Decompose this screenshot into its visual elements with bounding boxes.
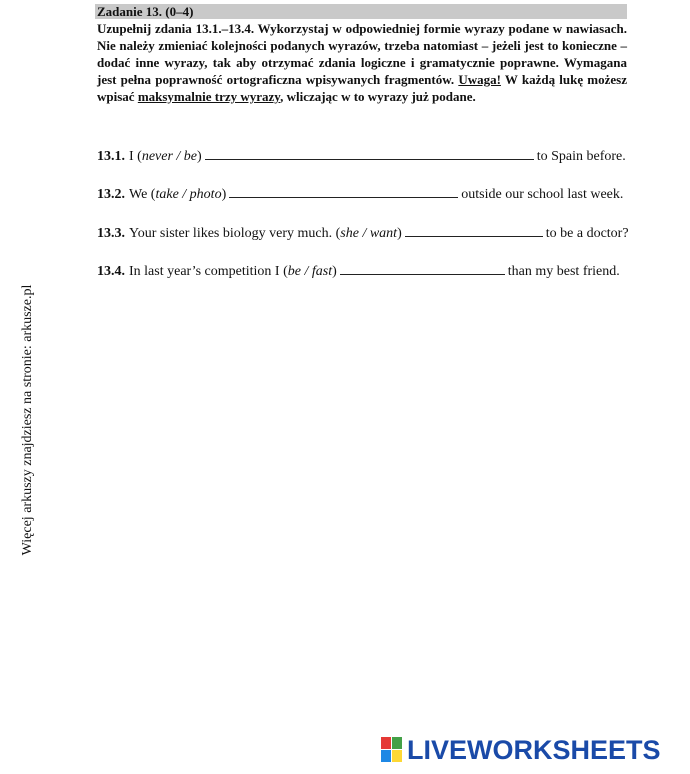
item-text-after: outside our school last week. bbox=[461, 187, 624, 202]
instructions-text: Uzupełnij zdania 13.1.–13.4. Wykorzystaj w odpowiedniej formie wyrazy podane w nawiasach. Nie należy zmieniać kolejności podanych wyrazów, trzeba natomiast – jeżeli jest to konieczne – dodać inne wyrazy, tak aby otrzymać zdania logiczne i gramatycznie poprawne. Wymagana jest pełna poprawność ortograficzna wpisywanych fragmentów. bbox=[97, 21, 627, 87]
item-text-before: Your sister likes biology very much. ( bbox=[129, 226, 341, 241]
item-hint-close: ) bbox=[397, 226, 402, 241]
side-note: Więcej arkuszy znajdziesz na stronie: arkusze.pl bbox=[20, 284, 35, 556]
item-text-after: than my best friend. bbox=[507, 264, 620, 279]
exercise-item bbox=[97, 185, 627, 204]
item-hint-close: ) bbox=[332, 264, 337, 279]
item-number: 13.2. bbox=[97, 187, 125, 202]
task-instructions bbox=[97, 20, 627, 105]
answer-blank[interactable] bbox=[405, 224, 543, 237]
item-hint-close: ) bbox=[197, 149, 202, 164]
instructions-text-3: , wliczając w to wyrazy już podane. bbox=[280, 89, 476, 104]
exercise-item bbox=[97, 147, 627, 166]
uwaga-label: Uwaga! bbox=[458, 72, 501, 87]
instructions-text-2: W każdą lukę możesz wpisać bbox=[97, 72, 628, 104]
item-number: 13.4. bbox=[97, 264, 125, 279]
item-hint-close: ) bbox=[221, 187, 227, 202]
item-text-before: I ( bbox=[129, 149, 142, 164]
answer-blank[interactable] bbox=[229, 185, 458, 198]
answer-blank[interactable] bbox=[205, 147, 534, 160]
liveworksheets-logo-icon bbox=[381, 737, 403, 763]
item-hint: take / photo bbox=[155, 187, 222, 202]
exercise-item bbox=[97, 262, 627, 281]
item-hint: never / be bbox=[141, 149, 198, 164]
answer-blank[interactable] bbox=[340, 262, 505, 275]
item-text-after: to Spain before. bbox=[536, 149, 626, 164]
item-text-after: to be a doctor? bbox=[545, 226, 629, 241]
item-hint: be / fast bbox=[287, 264, 333, 279]
item-number: 13.1. bbox=[97, 149, 125, 164]
task-header: Zadanie 13. (0–4) bbox=[95, 4, 627, 19]
liveworksheets-logo bbox=[381, 735, 661, 765]
exercise-item bbox=[97, 224, 627, 243]
item-hint: she / want bbox=[340, 226, 398, 241]
max-words-emphasis: maksymalnie trzy wyrazy bbox=[137, 89, 281, 104]
item-text-before: In last year’s competition I ( bbox=[129, 264, 288, 279]
item-number: 13.3. bbox=[97, 226, 125, 241]
liveworksheets-brand-text: LIVEWORKSHEETS bbox=[407, 734, 661, 765]
item-text-before: We ( bbox=[129, 187, 156, 202]
